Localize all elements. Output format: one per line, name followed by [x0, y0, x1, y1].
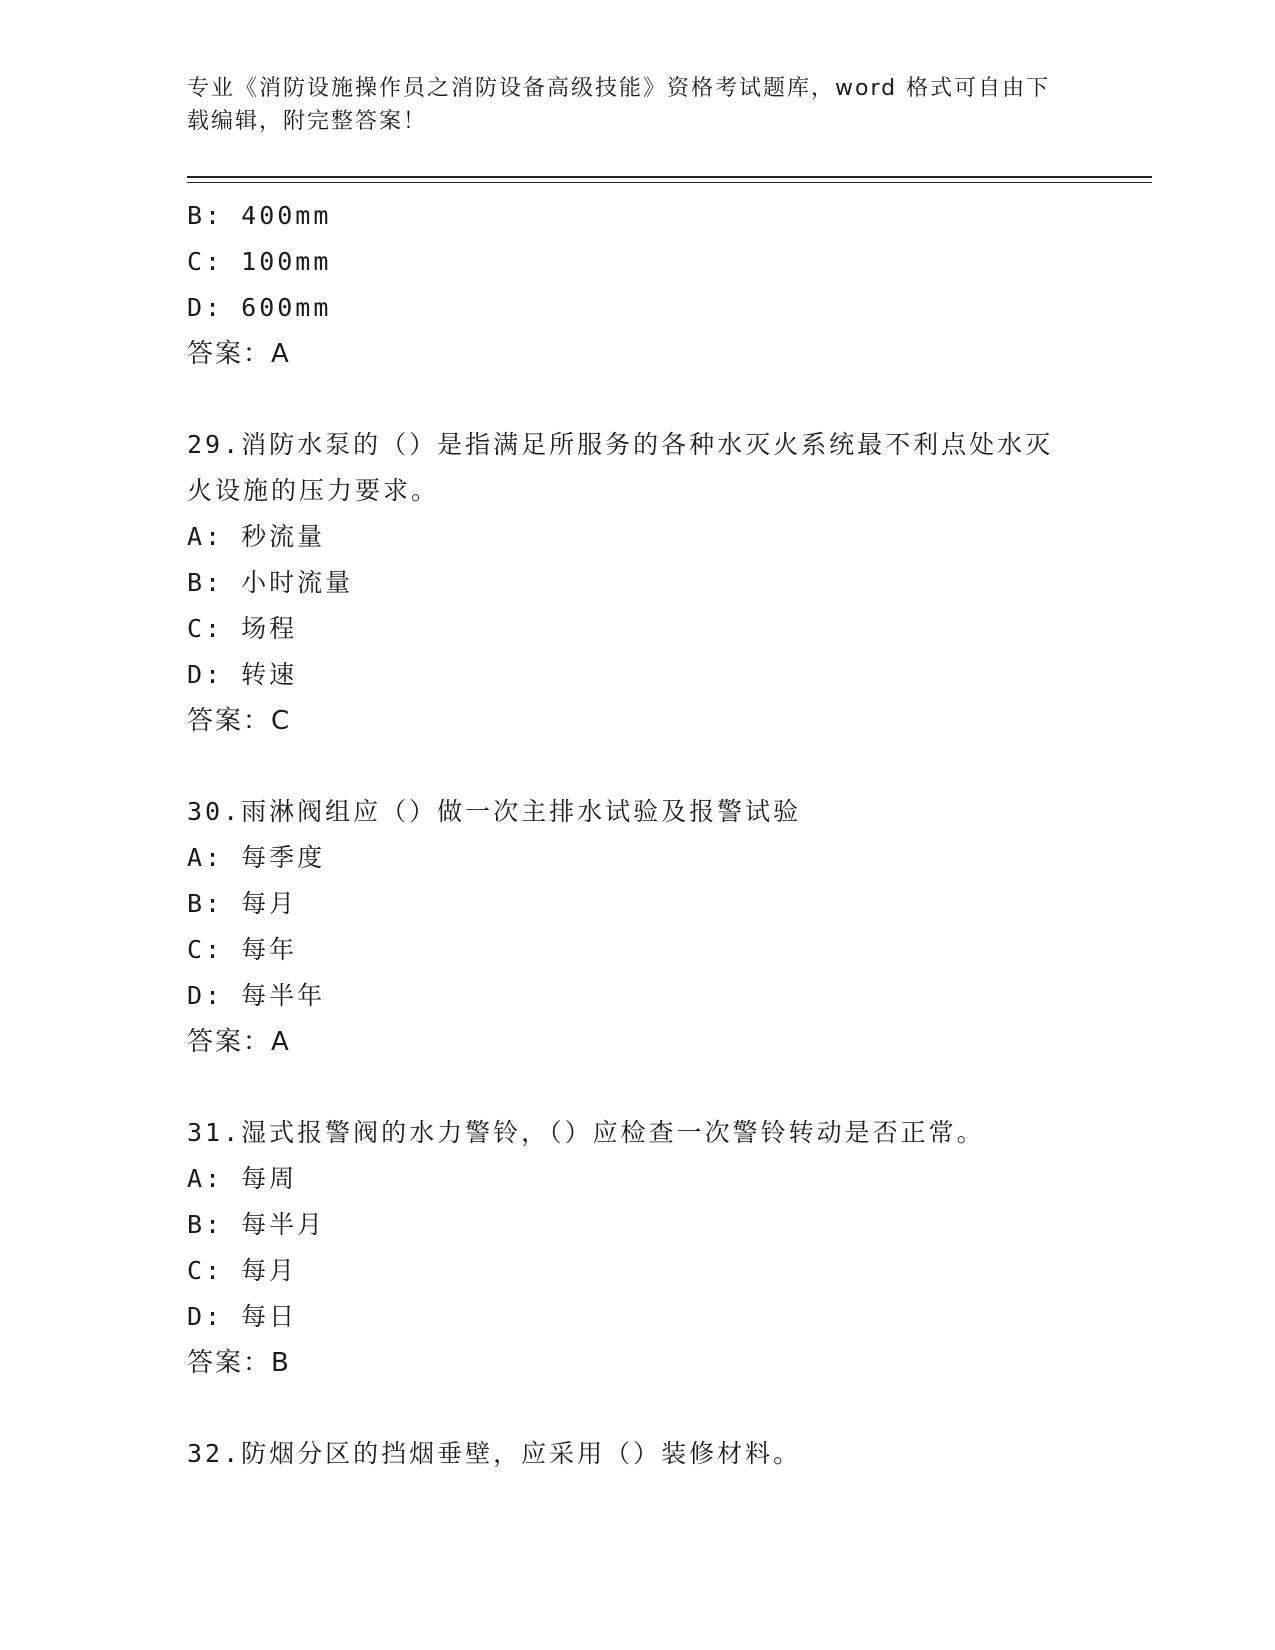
option-a: A: 每季度	[187, 843, 326, 872]
question-stem-continued: 火设施的压力要求。	[187, 476, 440, 505]
option-b: B: 小时流量	[187, 568, 354, 597]
question-30	[187, 789, 1127, 1065]
option-d: D: 每半年	[187, 981, 326, 1010]
header-line-1: 专业《消防设施操作员之消防设备高级技能》资格考试题库，word 格式可自由下	[187, 76, 1051, 101]
option-d: D: 每日	[187, 1302, 298, 1331]
document-header	[187, 72, 1087, 138]
answer-line: 答案：A	[187, 1027, 291, 1057]
question-31	[187, 1110, 1127, 1386]
option-b: B: 每半月	[187, 1210, 326, 1239]
question-29	[187, 422, 1127, 744]
option-a: A: 秒流量	[187, 522, 326, 551]
question-stem: 31.湿式报警阀的水力警铃，（）应检查一次警铃转动是否正常。	[187, 1118, 985, 1147]
question-stem: 29.消防水泵的（）是指满足所服务的各种水灭火系统最不利点处水灭	[187, 430, 1054, 459]
option-c: C: 每月	[187, 1256, 298, 1285]
option-b: B: 400mm	[187, 201, 332, 230]
option-c: C: 100mm	[187, 247, 332, 276]
question-32	[187, 1431, 1127, 1477]
question-list	[187, 193, 1127, 1477]
answer-line: 答案：C	[187, 706, 292, 736]
option-c: C: 每年	[187, 935, 298, 964]
option-d: D: 转速	[187, 660, 298, 689]
answer-line: 答案：A	[187, 339, 291, 369]
option-d: D: 600mm	[187, 293, 332, 322]
option-c: C: 场程	[187, 614, 298, 643]
header-line-2: 载编辑，附完整答案！	[187, 109, 428, 134]
header-divider-thick	[187, 176, 1152, 178]
question-stem: 32.防烟分区的挡烟垂壁，应采用（）装修材料。	[187, 1439, 802, 1468]
header-divider-thin	[187, 182, 1152, 183]
question-stem: 30.雨淋阀组应（）做一次主排水试验及报警试验	[187, 797, 802, 826]
question-28-tail	[187, 193, 1127, 377]
option-a: A: 每周	[187, 1164, 298, 1193]
option-b: B: 每月	[187, 889, 298, 918]
answer-line: 答案：B	[187, 1348, 291, 1378]
